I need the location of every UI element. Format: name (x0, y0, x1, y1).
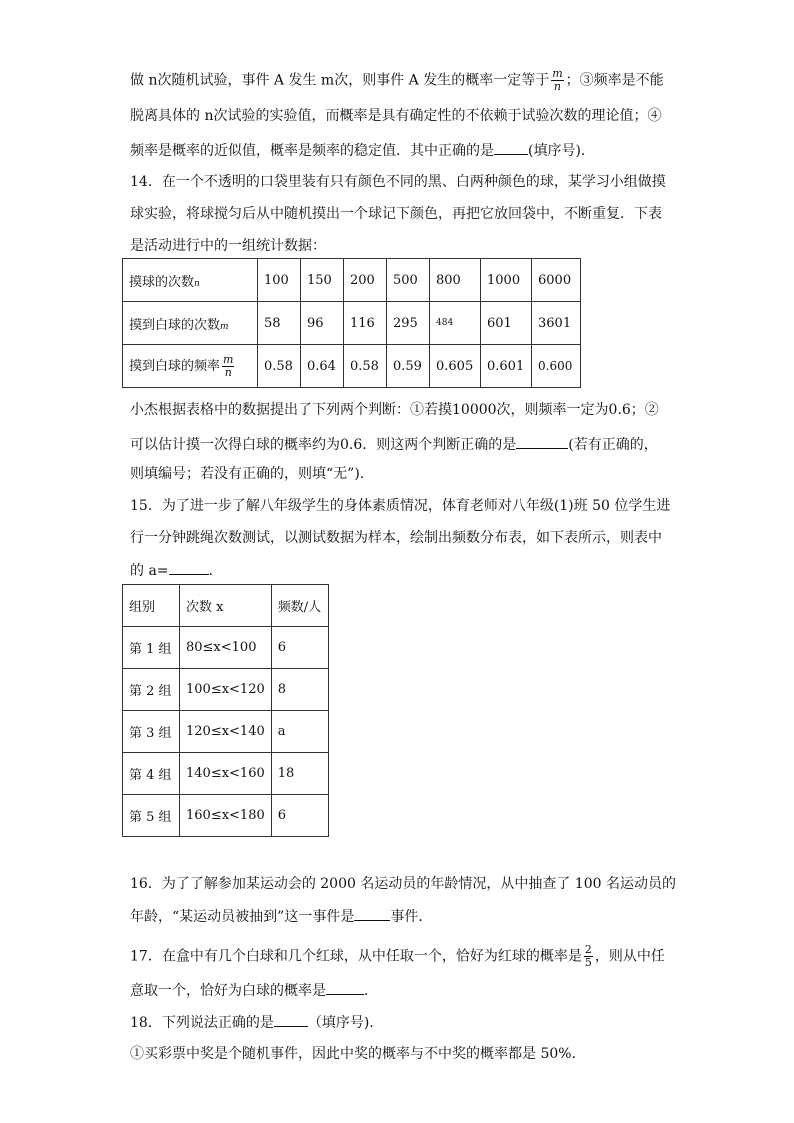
q17-line-2: 意取一个，恰好为白球的概率是 ． (130, 980, 378, 1001)
intro-line-2: 脱离具体的 n次试验的实验值，而概率是具有确定性的不依赖于试验次数的理论值；④ (130, 108, 662, 124)
table-cell: 0.64 (301, 345, 344, 388)
table-cell: 0.59 (387, 345, 430, 388)
table-row (123, 627, 329, 669)
table-cell: 140≤x<160 (180, 753, 272, 795)
table-cell: 6 (271, 627, 328, 669)
table-row (123, 669, 329, 711)
table-row (123, 795, 329, 837)
table-cell: 484 (430, 302, 481, 345)
table-row (123, 345, 581, 388)
answer-blank[interactable] (494, 140, 528, 155)
table-cell: 100≤x<120 (180, 669, 272, 711)
fraction-two-fifths: $\frac{2}{5}$ (584, 943, 592, 969)
header-cell: 组别 (123, 585, 180, 627)
header-cell: 频数/人 (271, 585, 328, 627)
table-cell: a (271, 711, 328, 753)
table-cell: 120≤x<140 (180, 711, 272, 753)
header-cell: 次数 x (180, 585, 272, 627)
q15-line-2: 行一分钟跳绳次数测试，以测试数据为样本，绘制出频数分布表，如下表所示，则表中 (130, 530, 662, 546)
q14-line-2: 球实验，将球搅匀后从中随机摸出一个球记下颜色，再把它放回袋中，不断重复．下表 (130, 206, 662, 222)
table-row (123, 753, 329, 795)
table-cell: 160≤x<180 (180, 795, 272, 837)
table-cell: 58 (258, 302, 301, 345)
table-header-row (123, 585, 329, 627)
intro-text-1b: ；③频率是不能 (565, 72, 664, 89)
table-cell: 0.58 (258, 345, 301, 388)
table-cell: 0.601 (481, 345, 532, 388)
q14-data-table (122, 258, 581, 388)
q14-judgement-line-3: 则填编号；若没有正确的，则填“无”). (130, 466, 365, 482)
table-cell: 500 (387, 259, 430, 302)
intro-line-3: 频率是概率的近似值，概率是频率的稳定值．其中正确的是 (填序号). (130, 140, 585, 161)
table-cell: 6000 (532, 259, 581, 302)
answer-blank[interactable] (274, 1012, 308, 1027)
table-cell: 0.605 (430, 345, 481, 388)
table-cell: 第 2 组 (123, 669, 180, 711)
q15-line-1: 15．为了进一步了解八年级学生的身体素质情况，体育老师对八年级(1)班 50 位学生进 (130, 498, 671, 514)
row-label: 摸到白球的频率 $\frac{m}{n}$ (123, 345, 258, 388)
table-cell: 601 (481, 302, 532, 345)
q15-frequency-table (122, 584, 329, 837)
table-cell: 0.58 (344, 345, 387, 388)
table-cell: 0.600 (532, 345, 581, 388)
answer-blank[interactable] (354, 906, 390, 921)
answer-blank[interactable] (516, 434, 568, 449)
intro-text-1a: 做 n次随机试验，事件 A 发生 m次，则事件 A 发生的概率一定等于 (130, 72, 550, 89)
table-cell: 116 (344, 302, 387, 345)
answer-blank[interactable] (169, 560, 209, 575)
q15-line-3: 的 a= . (130, 560, 213, 581)
q14-judgement-line-1: 小杰根据表格中的数据提出了下列两个判断：①若摸10000次，则频率一定为0.6；② (130, 402, 659, 418)
table-cell: 6 (271, 795, 328, 837)
table-cell: 295 (387, 302, 430, 345)
intro-line-1 (130, 68, 664, 93)
table-cell: 800 (430, 259, 481, 302)
table-cell: 18 (271, 753, 328, 795)
table-cell: 第 3 组 (123, 711, 180, 753)
q14-line-1: 14．在一个不透明的口袋里装有只有颜色不同的黑、白两种颜色的球，某学习小组做摸 (130, 174, 666, 190)
table-cell: 1000 (481, 259, 532, 302)
fraction-m-over-n: $\frac{m}{n}$ (223, 352, 234, 379)
q18-line-1: 18．下列说法正确的是 （填序号). (130, 1012, 374, 1033)
table-cell: 第 5 组 (123, 795, 180, 837)
table-row (123, 302, 581, 345)
table-cell: 96 (301, 302, 344, 345)
q14-line-3: 是活动进行中的一组统计数据： (130, 238, 326, 254)
table-cell: 第 1 组 (123, 627, 180, 669)
row-label: 摸球的次数n (123, 259, 258, 302)
table-cell: 8 (271, 669, 328, 711)
table-cell: 200 (344, 259, 387, 302)
table-row (123, 711, 329, 753)
table-row (123, 259, 581, 302)
table-cell: 100 (258, 259, 301, 302)
row-label: 摸到白球的次数m (123, 302, 258, 345)
table-cell: 3601 (532, 302, 581, 345)
q16-line-2: 年龄，“某运动员被抽到”这一事件是 事件． (130, 906, 432, 927)
q18-line-2: ①买彩票中奖是个随机事件，因此中奖的概率与不中奖的概率都是 50%． (130, 1046, 586, 1062)
answer-blank[interactable] (326, 980, 364, 995)
q16-line-1: 16．为了了解参加某运动会的 2000 名运动员的年龄情况，从中抽查了 100 名运动员的 (130, 876, 676, 892)
q17-line-1: 17．在盒中有几个白球和几个红球，从中任取一个，恰好为红球的概率是 $\frac{2}{5}$ ，则从中任 (130, 943, 665, 969)
table-cell: 第 4 组 (123, 753, 180, 795)
fraction-m-over-n: $\frac{m}{n}$ (552, 67, 563, 93)
table-cell: 150 (301, 259, 344, 302)
q14-judgement-line-2: 可以估计摸一次得白球的概率约为0.6．则这两个判断正确的是 (若有正确的， (130, 434, 658, 455)
table-cell: 80≤x<100 (180, 627, 272, 669)
